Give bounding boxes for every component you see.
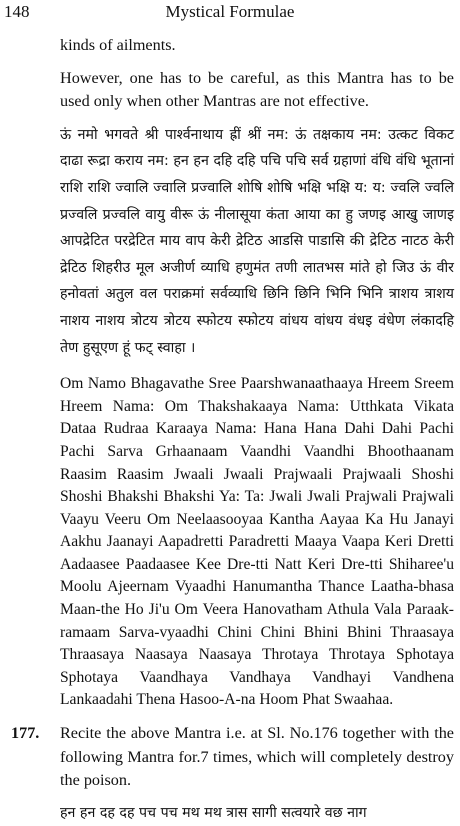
- paragraph-caution: However, one has to be careful, as this Mantra has to be used only when other Mantras are not effective.: [60, 68, 454, 111]
- page-number: 148: [4, 2, 30, 21]
- running-title: Mystical Formulae: [165, 2, 295, 21]
- item-number: 177.: [11, 724, 40, 743]
- page-header: [0, 2, 460, 24]
- mantra-transliteration: Om Namo Bhagavathe Sree Paarshwanaathaaya Hreem Sreem Hreem Nama: Om Thakshakaaya Nama: Utthkata Vikata Dataa Rudraa Karaaya Nama: Hana Hana Dahi Dahi Pachi Pachi Sarva Grhaanaam Vaandhi Vaandhi Bhoothaanam Raasim Raasim Jwaali Jwaali Prajwaali Prajwaali Shoshi Shoshi Bhakshi Bhakshi Ya: Ta: Jwali Jwali Prajwali Prajwali Vaayu Veeru Om Neelaasooyaa Kantha Aayaa Ka Hu Janayi Aakhu Jaanayi Aapadretti Paradretti Maaya Vaapa Keri Dretti Aadaasee Paadaasee Kee Dre-tti Natt Keri Dre-tti Shiharee'u Moolu Ajeernam Vyaadhi Hanumantha Thance Laatha-bhasa Maan-the Ho Ji'u Om Veera Hanovatham Athula Vala Paraak-ramaam Sarva-vyaadhi Chini Chini Bhini Bhini Thraasaya Thraasaya Naasaya Naasaya Throtaya Throtaya Sphotaya Sphotaya Vaandhaya Vandhaya Vandhayi Vandhena Lankaadahi Thena Hasoo-A-na Hoom Phat Swaahaa.: [60, 375, 454, 709]
- paragraph-ailments: kinds of ailments.: [60, 36, 176, 54]
- mantra-devanagari: ऊं नमो भगवते श्री पार्श्वनाथाय ह्रीं श्रीं नम: ऊं तक्षकाय नम: उत्कट विकट दाढा रूद्रा कराय नम: हन हन दहि दहि पचि पचि सर्व ग्रहाणां वंधि वंधि भूतानां राशि राशि ज्वालि ज्वालि प्रज्वालि शोषि शोषि भक्षि भक्षि य: य: ज्वलि ज्वलि प्रज्वलि प्रज्वलि वायु वीरू ऊं नीलासूया कंता आया का हु जणइ आखु जाणइ आपद्रेटित परद्रेटित माय वाप केरी द्रेटिठ आडसि पाडासि की द्रेटिठ नाटठ केरी द्रेटिठ शिहरीउ मूल अजीर्ण व्याधि हणुमंत तणी लातभस मांते हो जिउ ऊं वीर हनोवतां अतुल वल पराक्रमां सर्वव्याधि छिनि छिनि भिनि भिनि त्राशय त्राशय नाशय नाशय त्रोटय त्रोटय स्फोटय स्फोटय वांधय वांधय वंधइ वंधेण लंकादहि तेण हुसूएण हूं फट् स्वाहा ।: [60, 126, 454, 356]
- page-body: [11, 34, 454, 826]
- numbered-item-177: [11, 722, 454, 793]
- mantra2-devanagari: हन हन दह दह पच पच मथ मथ त्रास सागी सत्वयारे वछ नाग: [60, 804, 367, 821]
- item-text: Recite the above Mantra i.e. at Sl. No.176 together with the following Mantra for.7 times, which will completely destroy the poison.: [60, 724, 454, 790]
